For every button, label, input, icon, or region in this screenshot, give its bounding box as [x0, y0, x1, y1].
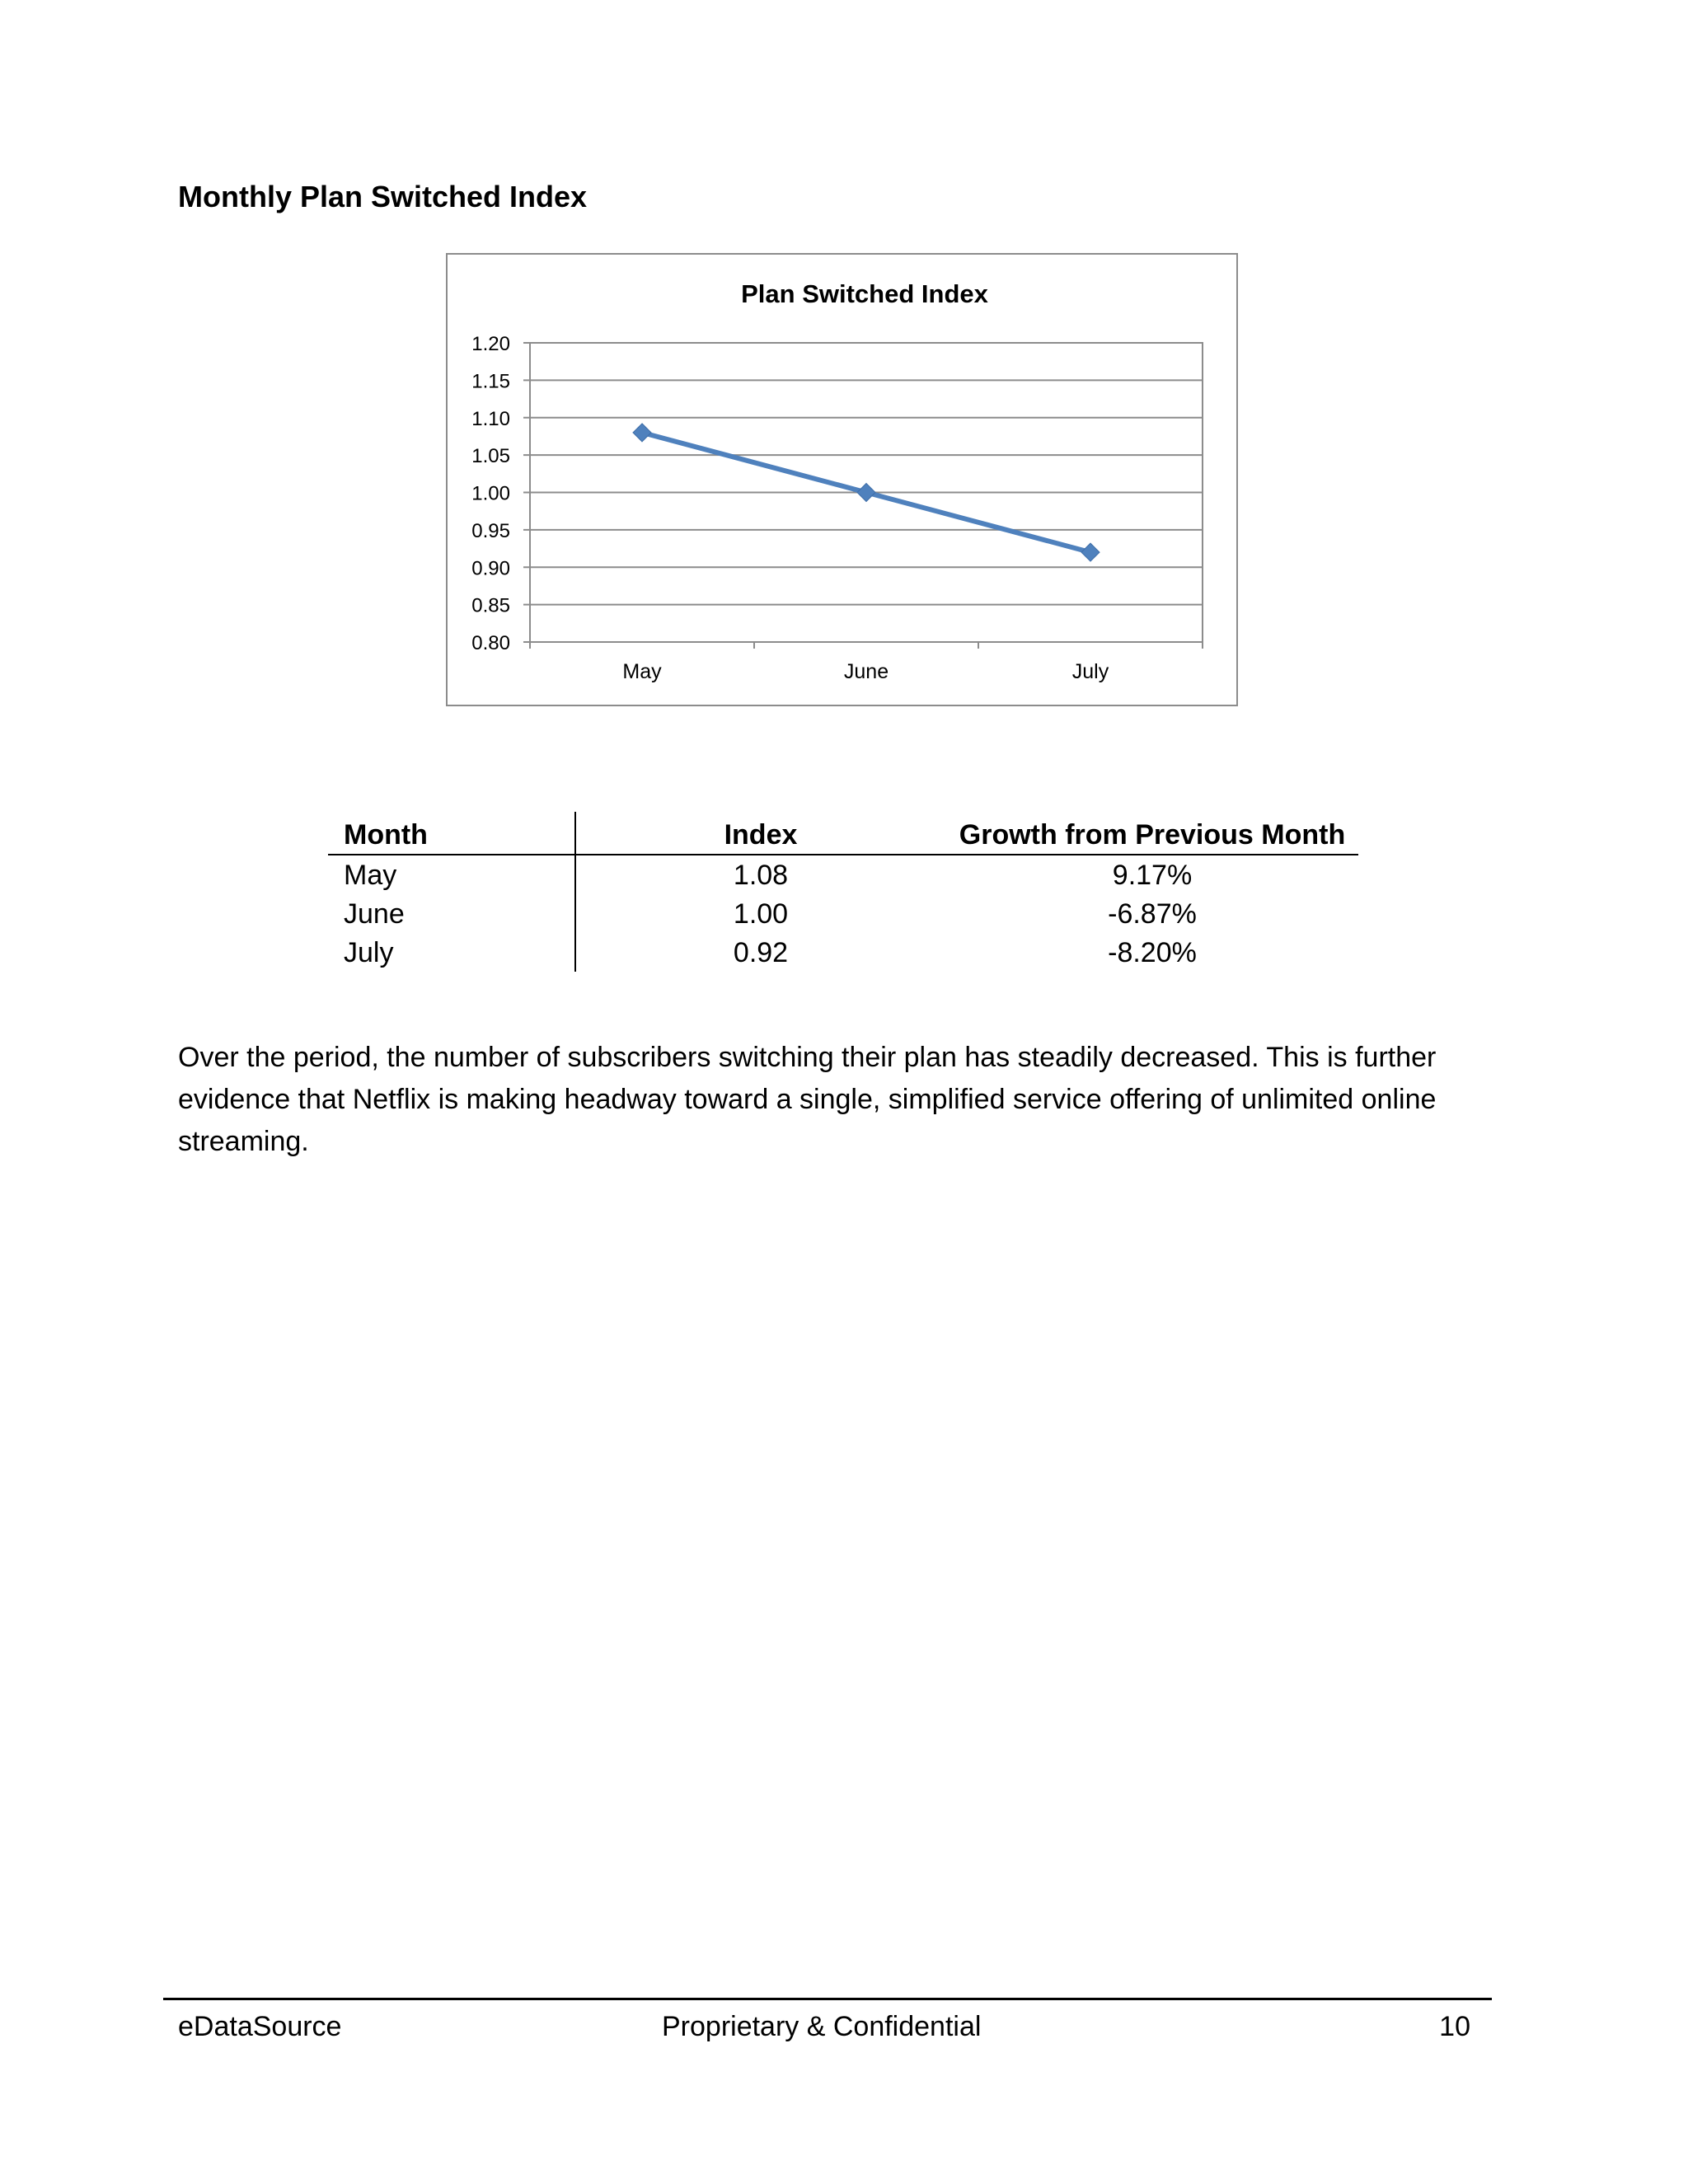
table-header-growth: Growth from Previous Month [959, 819, 1346, 851]
footer-rule [163, 1998, 1492, 2000]
y-tick-label: 0.85 [471, 594, 510, 617]
table-header-index: Index [724, 819, 798, 851]
data-point-marker [857, 484, 875, 502]
table-header-month: Month [344, 819, 428, 851]
table-header-rule [328, 854, 1358, 855]
y-tick-label: 0.80 [471, 632, 510, 654]
y-tick-label: 1.05 [471, 445, 510, 468]
table-cell-month: May [344, 860, 397, 891]
data-point-marker [1081, 543, 1100, 561]
x-tick-label: June [843, 660, 889, 683]
y-tick-label: 0.90 [471, 557, 510, 580]
table-cell-growth: -8.20% [1108, 937, 1197, 968]
plan-switched-index-chart [446, 253, 1238, 706]
table-cell-index: 1.08 [733, 860, 789, 891]
y-tick-label: 1.20 [471, 333, 510, 355]
table-cell-index: 0.92 [733, 937, 789, 968]
y-tick-label: 1.00 [471, 482, 510, 505]
index-table [328, 812, 1358, 972]
x-tick-label: May [622, 660, 662, 683]
x-tick-label: July [1071, 660, 1109, 683]
body-paragraph: Over the period, the number of subscribers switching their plan has steadily decreased. This is further evidence that Netflix is making headway toward a single, simplified service offering of unlimited online streaming. [178, 1042, 1437, 1157]
chart-title: Plan Switched Index [741, 279, 988, 308]
y-tick-label: 1.10 [471, 407, 510, 430]
table-cell-month: July [344, 937, 394, 968]
footer-confidentiality: Proprietary & Confidential [662, 2011, 982, 2042]
table-cell-growth: -6.87% [1108, 898, 1197, 930]
table-cell-growth: 9.17% [1112, 860, 1193, 891]
table-cell-index: 1.00 [733, 898, 789, 930]
table-cell-month: June [344, 898, 405, 930]
y-tick-label: 0.95 [471, 519, 510, 542]
data-point-marker [633, 424, 651, 442]
section-heading: Monthly Plan Switched Index [178, 180, 588, 213]
chart-canvas [448, 255, 1236, 705]
footer-company: eDataSource [178, 2011, 342, 2042]
y-tick-label: 1.15 [471, 370, 510, 393]
footer-page-number: 10 [1439, 2011, 1470, 2042]
